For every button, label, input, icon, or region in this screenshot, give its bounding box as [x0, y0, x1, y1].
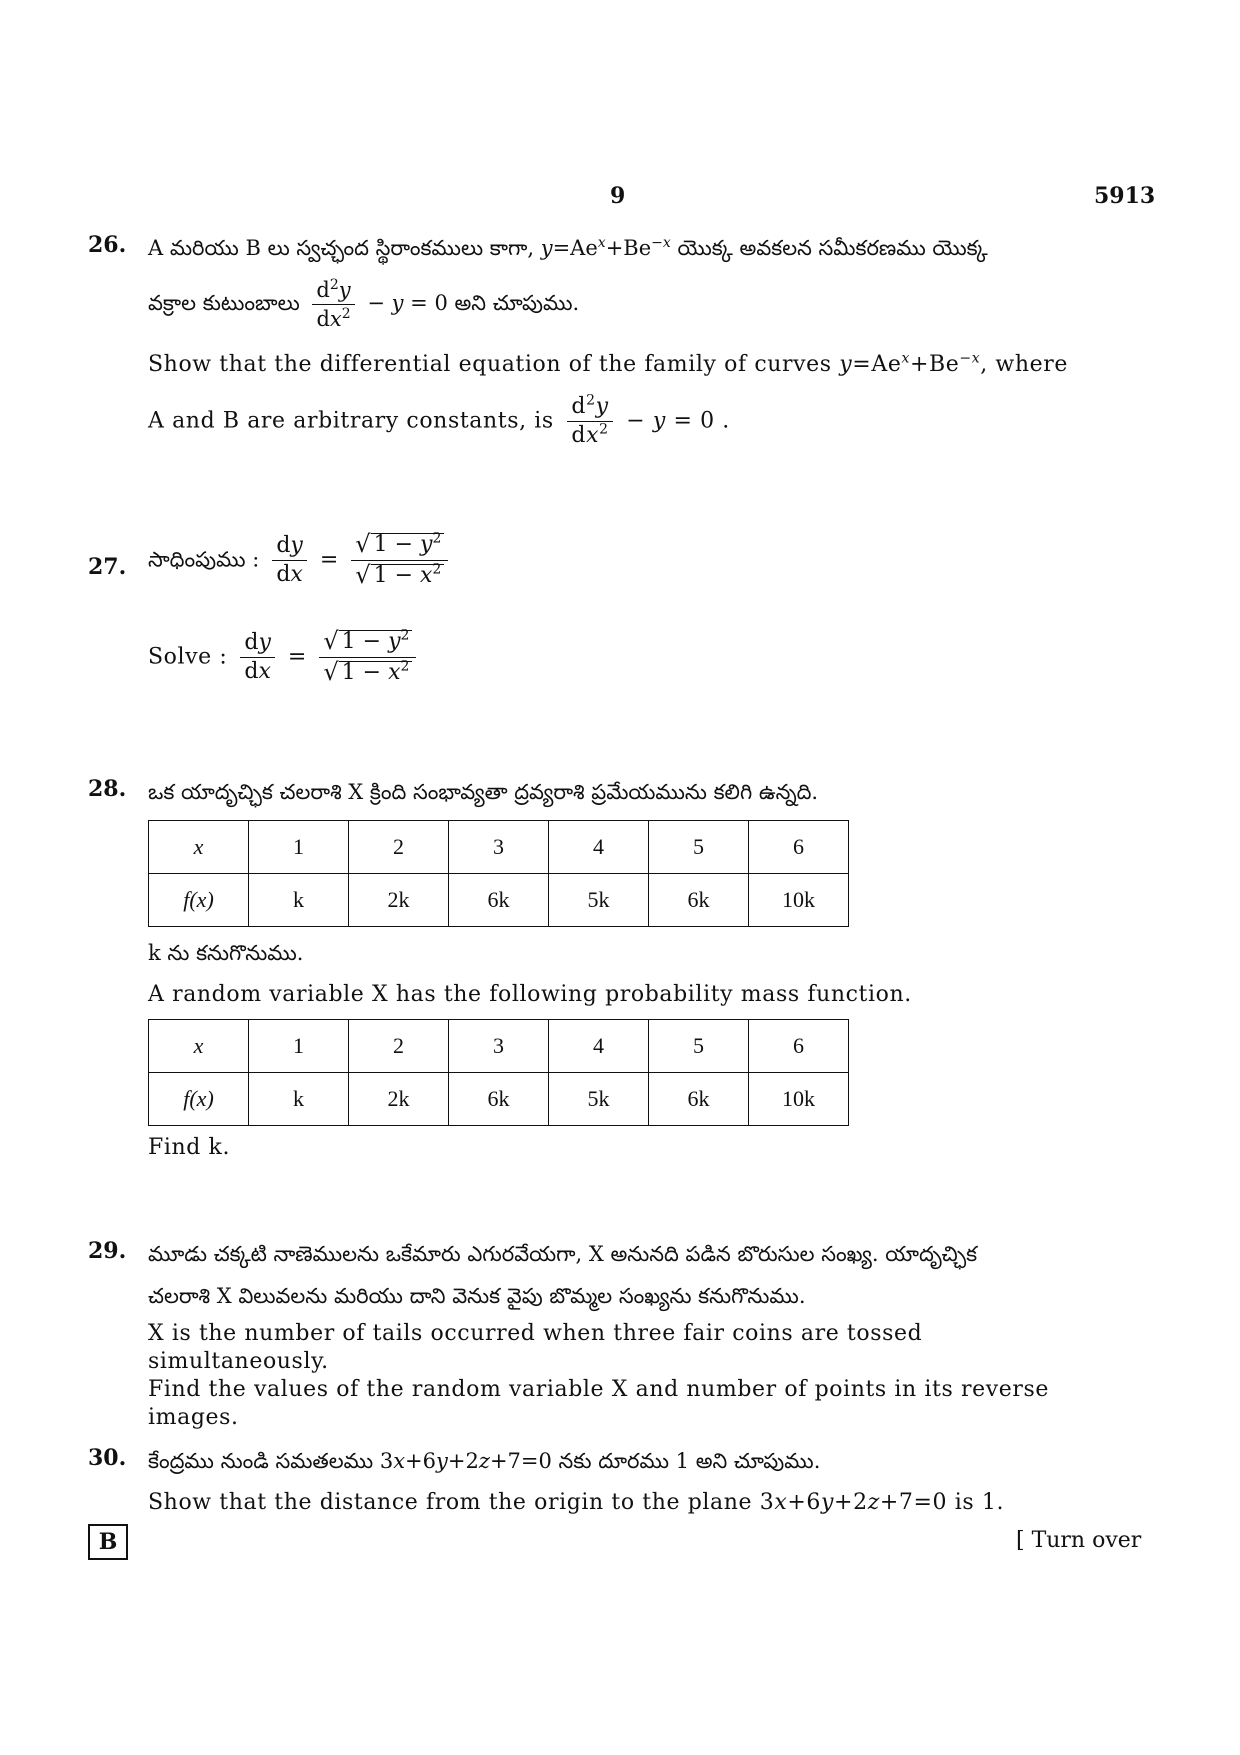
telugu-line-2: చలరాశి X విలువలను మరియు దాని వెనుక వైపు బొమ్మల సంఖ్యను కనుగొనుము.	[148, 1284, 806, 1308]
curve-equation: $y=Ae^x+Be^{-x}$	[540, 235, 671, 260]
booklet-code-badge: B	[88, 1524, 128, 1560]
telugu-line: కేంద్రము నుండి సమతలము 3x+6y+2z+7=0 నకు దూరము 1 అని చూపుము.	[148, 1449, 821, 1473]
question-number: 30.	[88, 1445, 127, 1471]
question-26	[88, 232, 1098, 448]
question-number: 29.	[88, 1238, 127, 1264]
english-line-3: images.	[148, 1405, 239, 1430]
question-number: 28.	[88, 776, 127, 802]
telugu-text: ఒక యాదృచ్ఛిక చలరాశి X క్రింది సంభావ్యతా ద్రవ్యరాశి ప్రమేయమును కలిగి ఉన్నది.	[148, 780, 819, 804]
table-row: x 1 2 3 4 5 6	[149, 1020, 849, 1073]
telugu-line-2: వక్రాల కుటుంబాలు $\frac{d^2y}{dx^2}$ − y = 0 అని చూపుము.	[148, 277, 580, 331]
english-label: Solve :	[148, 644, 228, 670]
english-find: Find k.	[148, 1135, 231, 1160]
curve-equation: $y=Ae^x+Be^{-x}$	[839, 350, 981, 377]
english-line-1: Show that the differential equation of the family of curves $y=Ae^x+Be^{-x}$, where	[148, 350, 1068, 377]
table-row: f(x) k 2k 6k 5k 6k 10k	[149, 1073, 849, 1126]
plane-equation: 3x+6y+2z+7=0	[759, 1490, 948, 1515]
question-number: 27.	[88, 554, 127, 580]
question-30	[88, 1445, 1098, 1519]
pmf-table	[148, 820, 849, 927]
page-number: 9	[610, 183, 626, 209]
telugu-find: k ను కనుగొనుము.	[148, 941, 304, 965]
question-number: 26.	[88, 232, 127, 258]
derivative-dy-dx: $\frac{dy}{dx}$	[272, 534, 307, 587]
english-line-2: A and B are arbitrary constants, is $\frac{d^2y}{dx^2}$ − y = 0 .	[148, 392, 730, 448]
root-ratio: √ $1 - y^2$ √ $1 - x^2$	[351, 532, 448, 589]
table-row: f(x) k 2k 6k 5k 6k 10k	[149, 874, 849, 927]
pmf-table	[148, 1019, 849, 1126]
root-ratio: √ $1 - y^2$ √ $1 - x^2$	[319, 629, 416, 686]
turn-over-note: [ Turn over	[1016, 1528, 1142, 1553]
telugu-line-1: మూడు చక్కటి నాణెములను ఒకేమారు ఎగురవేయగా, X అనునది పడిన బొరుసుల సంఖ్య. యాదృచ్ఛిక	[148, 1242, 978, 1266]
table-row: x 1 2 3 4 5 6	[149, 821, 849, 874]
english-text: A random variable X has the following probability mass function.	[148, 982, 912, 1007]
question-28	[88, 776, 1098, 1164]
english-line: Show that the distance from the origin to the plane 3x+6y+2z+7=0 is 1.	[148, 1490, 1005, 1515]
english-line-1: X is the number of tails occurred when three fair coins are tossed simultaneously.	[148, 1321, 923, 1374]
question-27: 27. సాధింపుము : $\frac{dy}{dx}$ = √ $1 - y^2$ √ $1 - x^2$ Solve : $\frac{dy}{dx}$ = √ $1 - y^2$ √ $1 - x^2$	[88, 532, 1098, 686]
second-derivative: $\frac{d^2y}{dx^2}$	[567, 395, 612, 448]
telugu-line-1: A మరియు B లు స్వచ్ఛంద స్థిరాంకములు కాగా, $y=Ae^x+Be^{-x}$ యొక్క అవకలన సమీకరణము యొక్క	[148, 235, 988, 260]
question-29	[88, 1238, 1098, 1432]
derivative-dy-dx: $\frac{dy}{dx}$	[240, 631, 275, 684]
telugu-label: సాధింపుము :	[148, 547, 260, 572]
english-line-2: Find the values of the random variable X and number of points in its reverse	[148, 1377, 1049, 1402]
plane-equation: 3x+6y+2z+7=0	[379, 1449, 552, 1473]
paper-code: 5913	[1094, 183, 1156, 209]
second-derivative: $\frac{d^2y}{dx^2}$	[312, 278, 354, 331]
